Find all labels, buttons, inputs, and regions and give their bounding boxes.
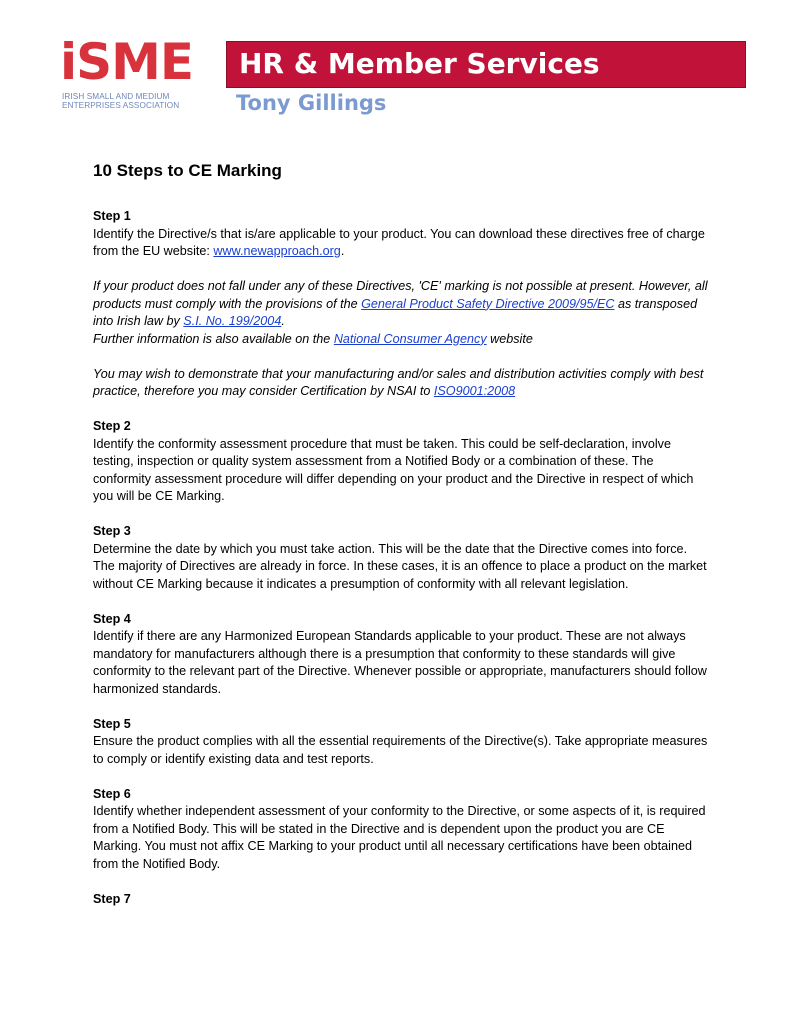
step-1-note [93, 278, 708, 331]
step-5-heading: Step 5 [93, 716, 131, 731]
newapproach-link[interactable]: www.newapproach.org [213, 244, 341, 258]
step-4-text: Identify if there are any Harmonized European Standards applicable to your product. These are not always mandatory for manufacturers although there is a presumption that conformity to these standards will give conformity to the relevant part of the Directive. Whenever possible or appropriate, manufacturers should follow harmonized standards. [93, 629, 707, 696]
nca-link[interactable]: National Consumer Agency [333, 331, 487, 346]
iso-link[interactable]: ISO9001:2008 [433, 384, 516, 398]
logo-wordmark: iSME [60, 33, 194, 91]
step-4-heading: Step 4 [93, 611, 131, 626]
banner-title: HR & Member Services [239, 47, 600, 80]
further-text: Further information is also available on the [93, 331, 334, 346]
document-title: 10 Steps to CE Marking [93, 161, 282, 180]
note-text-end: . [281, 314, 285, 328]
step-1-text-end: . [340, 244, 345, 258]
step-7-heading: Step 7 [93, 891, 131, 906]
step-1-paragraph [93, 226, 708, 261]
step-5-text: Ensure the product complies with all the essential requirements of the Directive(s). Take appropriate measures to comply or identify existing data and test reports. [93, 734, 708, 766]
cert-text: You may wish to demonstrate that your manufacturing and/or sales and distribution activities comply with best practice, therefore you may consider Certification by NSAI to [93, 366, 704, 398]
si-link[interactable]: S.I. No. 199/2004 [183, 314, 282, 328]
logo-tagline: IRISH SMALL AND MEDIUM ENTERPRISES ASSOCIATION [62, 92, 180, 110]
note-text-mid: as transposed into Irish law by [93, 296, 698, 328]
step-6-text: Identify whether independent assessment of your conformity to the Directive, or some aspects of it, is required from a Notified Body. This will be stated in the Directive and is dependent upon the product you are CE Marking. You must not affix CE Marking to your product until all necessary certifications have been obtained from the Notified Body. [93, 804, 706, 871]
step-1-text: Identify the Directive/s that is/are applicable to your product. You can download these directives free of charge from the EU website: [93, 226, 705, 258]
document-body [93, 160, 708, 908]
step-6-heading: Step 6 [93, 786, 131, 801]
step-3-heading: Step 3 [93, 524, 131, 538]
step-3-text: Determine the date by which you must take action. This will be the date that the Directive comes into force. The majority of Directives are already in force. In these cases, it is an offence to place a product on the market without CE Marking because it indicates a presumption of conformity with all relevant legislation. [93, 541, 707, 591]
isme-logo [60, 33, 220, 118]
further-text-end: website [486, 331, 533, 346]
step-1-further-info [93, 331, 708, 349]
step-1-certification [93, 366, 708, 401]
step-1-heading: Step 1 [93, 209, 131, 223]
header-banner [226, 41, 746, 88]
step-2-heading: Step 2 [93, 419, 131, 433]
step-2-text: Identify the conformity assessment procedure that must be taken. This could be self-declaration, involve testing, inspection or quality system assessment from a Notified Body or a combination of these. The conformity assessment procedure will differ depending on your product and the Directive in respect of which you will be CE Marking. [93, 436, 694, 503]
gpsd-link[interactable]: General Product Safety Directive 2009/95/EC [361, 296, 615, 311]
author-name: Tony Gillings [236, 91, 387, 115]
note-text: If your product does not fall under any of these Directives, 'CE' marking is not possible at present. However, all products must comply with the provisions of the [93, 279, 708, 311]
